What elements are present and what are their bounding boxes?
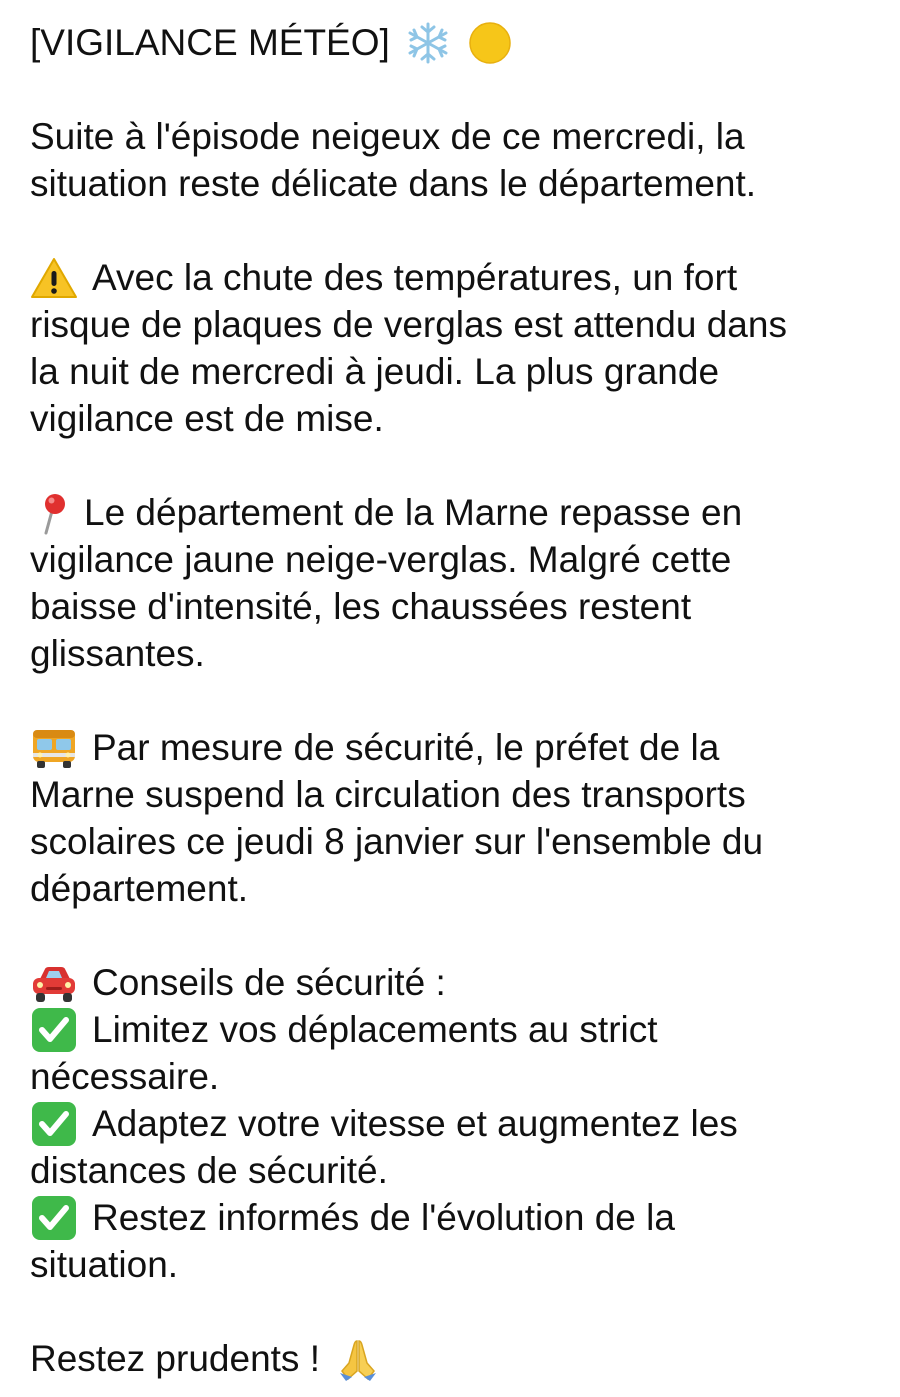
marne-text: Le département de la Marne repasse en: [84, 492, 743, 533]
closing-text: Restez prudents !: [30, 1338, 320, 1379]
marne-paragraph-line: baisse d'intensité, les chaussées restent: [30, 586, 692, 627]
advice-item-text: Adaptez votre vitesse et augmentez les: [92, 1103, 738, 1144]
advice-item-text: Limitez vos déplacements au strict: [92, 1009, 658, 1050]
warning-paragraph-line: vigilance est de mise.: [30, 398, 384, 439]
intro-line: situation reste délicate dans le département.: [30, 163, 757, 204]
pin-icon: [30, 491, 78, 535]
check-icon: [30, 1008, 78, 1052]
transport-paragraph-line: scolaires ce jeudi 8 janvier sur l'ensemble du: [30, 821, 764, 862]
advice-heading: [30, 959, 880, 1006]
warning-paragraph-line: risque de plaques de verglas est attendu dans: [30, 304, 787, 345]
intro-line: Suite à l'épisode neigeux de ce mercredi, la: [30, 116, 745, 157]
advice-item-continuation: situation.: [30, 1244, 179, 1285]
bus-icon: [30, 726, 78, 770]
advice-item-text: Restez informés de l'évolution de la: [92, 1197, 675, 1238]
post-body: [30, 19, 880, 1382]
praying-hands-icon: [334, 1337, 382, 1381]
marne-paragraph-line: vigilance jaune neige-verglas. Malgré cette: [30, 539, 732, 580]
warning-paragraph-line: la nuit de mercredi à jeudi. La plus grande: [30, 351, 720, 392]
spacer: [30, 442, 880, 489]
spacer: [30, 1288, 880, 1335]
marne-paragraph-line: [30, 489, 880, 536]
advice-item: [30, 1194, 880, 1241]
yellow-circle-icon: [466, 21, 514, 65]
warning-icon: [30, 256, 78, 300]
title-text: [VIGILANCE MÉTÉO]: [30, 22, 390, 63]
car-icon: [30, 961, 78, 1005]
transport-paragraph-line: [30, 724, 880, 771]
spacer: [30, 66, 880, 113]
advice-item: [30, 1100, 880, 1147]
spacer: [30, 207, 880, 254]
advice-item-continuation: nécessaire.: [30, 1056, 220, 1097]
spacer: [30, 912, 880, 959]
advice-item-continuation: distances de sécurité.: [30, 1150, 388, 1191]
post-title: [30, 19, 880, 66]
check-icon: [30, 1196, 78, 1240]
check-icon: [30, 1102, 78, 1146]
spacer: [30, 677, 880, 724]
transport-paragraph-line: département.: [30, 868, 249, 909]
warning-paragraph-line: [30, 254, 880, 301]
warning-text: Avec la chute des températures, un fort: [92, 257, 738, 298]
transport-paragraph-line: Marne suspend la circulation des transports: [30, 774, 746, 815]
closing-line: [30, 1335, 880, 1382]
advice-item: [30, 1006, 880, 1053]
transport-text: Par mesure de sécurité, le préfet de la: [92, 727, 720, 768]
snowflake-icon: [404, 21, 452, 65]
advice-heading-text: Conseils de sécurité :: [92, 962, 446, 1003]
marne-paragraph-line: glissantes.: [30, 633, 205, 674]
